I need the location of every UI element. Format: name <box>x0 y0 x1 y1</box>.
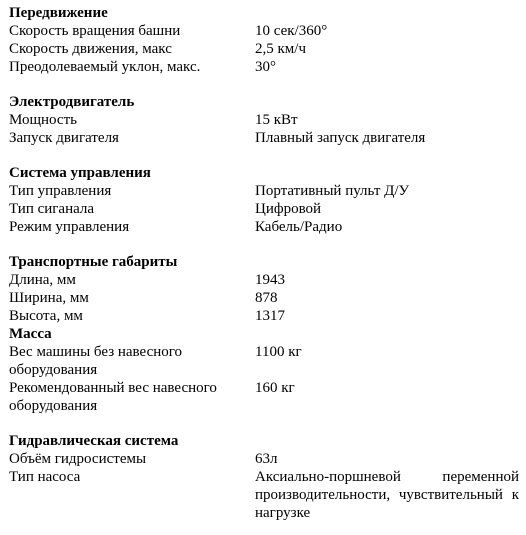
spec-row <box>9 40 519 58</box>
section-control-system <box>9 164 519 236</box>
spec-label: Тип сиганала <box>9 201 95 217</box>
section-title: Транспортные габариты <box>9 254 178 270</box>
spec-row <box>9 22 519 40</box>
section-mass <box>9 325 519 415</box>
section-movement <box>9 4 519 76</box>
spec-value: 1317 <box>255 308 285 324</box>
spec-value: Плавный запуск двигателя <box>255 130 426 146</box>
spec-label: Мощность <box>9 112 77 128</box>
spec-value: 1100 кг <box>255 344 302 360</box>
spec-label: Преодолеваемый уклон, макс. <box>9 59 201 75</box>
spec-value: Цифровой <box>255 201 322 217</box>
spec-row <box>9 379 519 415</box>
spec-label: Режим управления <box>9 219 130 235</box>
spec-value: 160 кг <box>255 380 295 396</box>
spec-row <box>9 129 519 147</box>
spec-row <box>9 111 519 129</box>
spec-value: Аксиально-поршневой переменной производительности, чувствительный к нагрузке <box>255 469 519 521</box>
section-spacer <box>9 415 519 432</box>
section-title: Передвижение <box>9 5 108 21</box>
spec-label: Тип насоса <box>9 469 81 485</box>
spec-value: Кабель/Радио <box>255 219 343 235</box>
section-title: Масса <box>9 326 52 342</box>
spec-value: 1943 <box>255 272 285 288</box>
spec-row <box>9 182 519 200</box>
spec-value: 2,5 км/ч <box>255 41 306 57</box>
section-title: Система управления <box>9 165 151 181</box>
spec-row <box>9 271 519 289</box>
spec-row <box>9 289 519 307</box>
spec-label: Объём гидросистемы <box>9 451 147 467</box>
spec-label: Тип управления <box>9 183 112 199</box>
section-spacer <box>9 76 519 93</box>
spec-value: 10 сек/360° <box>255 23 328 39</box>
section-transport-dimensions <box>9 253 519 325</box>
spec-row <box>9 450 519 468</box>
spec-value: 63л <box>255 451 278 467</box>
section-motor <box>9 93 519 147</box>
spec-value: 15 кВт <box>255 112 298 128</box>
spec-label: Скорость движения, макс <box>9 41 172 57</box>
spec-label: Запуск двигателя <box>9 130 119 146</box>
spec-label: Вес машины без навесного оборудования <box>9 344 183 378</box>
spec-label: Рекомендованный вес навесного оборудования <box>9 380 217 414</box>
section-spacer <box>9 236 519 253</box>
spec-row <box>9 343 519 379</box>
spec-row <box>9 58 519 76</box>
spec-value: 878 <box>255 290 278 306</box>
spec-label: Высота, мм <box>9 308 83 324</box>
spec-label: Длина, мм <box>9 272 76 288</box>
section-title: Гидравлическая система <box>9 433 179 449</box>
section-title: Электродвигатель <box>9 94 135 110</box>
spec-value: Портативный пульт Д/У <box>255 183 410 199</box>
spec-document <box>9 4 519 522</box>
section-spacer <box>9 147 519 164</box>
spec-label: Ширина, мм <box>9 290 89 306</box>
section-hydraulic-system <box>9 432 519 522</box>
spec-row <box>9 200 519 218</box>
spec-value: 30° <box>255 59 276 75</box>
spec-row <box>9 307 519 325</box>
spec-label: Скорость вращения башни <box>9 23 181 39</box>
spec-row <box>9 468 519 522</box>
spec-row <box>9 218 519 236</box>
